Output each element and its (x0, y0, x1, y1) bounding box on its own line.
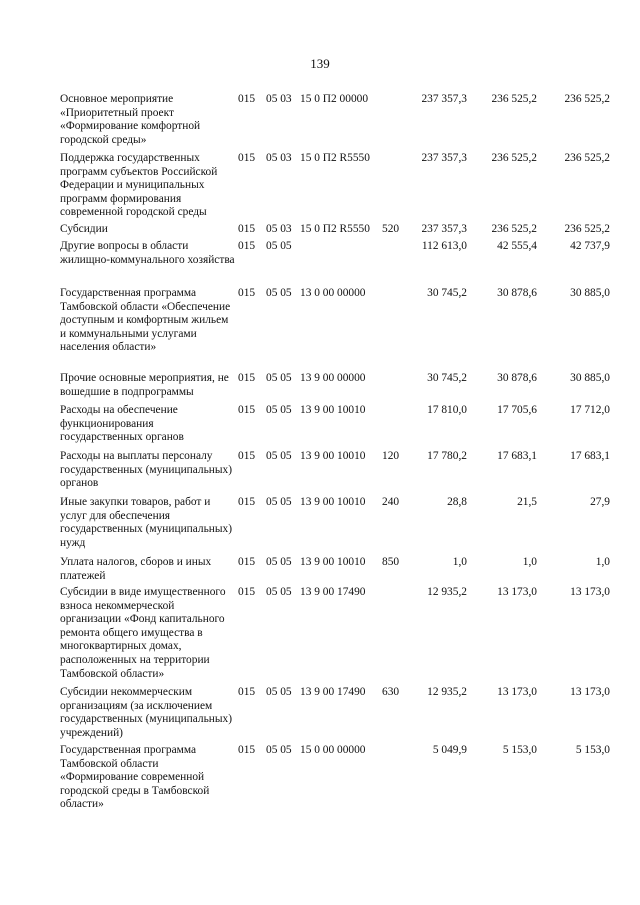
row-name: Другие вопросы в области жилищно-коммунального хозяйства (60, 240, 235, 266)
row-value-2: 5 153,0 (502, 744, 537, 756)
row-value-1: 12 935,2 (427, 586, 467, 598)
row-value-1: 112 613,0 (421, 240, 467, 252)
row-value-3: 13 173,0 (570, 586, 610, 598)
row-grbs: 015 (238, 744, 256, 756)
row-csr: 13 9 00 10010 (300, 450, 366, 462)
row-value-3: 17 712,0 (570, 404, 610, 416)
row-name: Прочие основные мероприятия, не вошедшие в подпрограммы (60, 372, 229, 398)
row-name: Поддержка государственных программ субъектов Российской Федерации и муниципальных программ формирования современной городской среды (60, 152, 218, 219)
row-csr: 15 0 П2 00000 (300, 93, 369, 105)
row-value-1: 237 357,3 (421, 223, 467, 235)
row-rzpr: 05 05 (266, 686, 292, 698)
row-name: Субсидии некоммерческим организациям (за исключением государственных (муниципальных) учреждений) (60, 686, 233, 739)
row-rzpr: 05 05 (266, 372, 292, 384)
row-name: Государственная программа Тамбовской области «Формирование современной городской среды в Тамбовской области» (60, 744, 210, 811)
row-vr: 520 (382, 223, 400, 235)
row-csr: 15 0 00 00000 (300, 744, 366, 756)
row-rzpr: 05 05 (266, 240, 292, 252)
row-grbs: 015 (238, 556, 256, 568)
row-value-3: 236 525,2 (564, 223, 610, 235)
row-value-2: 17 705,6 (497, 404, 537, 416)
row-grbs: 015 (238, 686, 256, 698)
row-csr: 13 9 00 10010 (300, 496, 366, 508)
row-name: Уплата налогов, сборов и иных платежей (60, 556, 212, 582)
row-rzpr: 05 05 (266, 496, 292, 508)
row-value-2: 236 525,2 (491, 93, 537, 105)
row-csr: 13 9 00 10010 (300, 404, 366, 416)
row-csr: 13 9 00 00000 (300, 372, 366, 384)
row-value-1: 17 780,2 (427, 450, 467, 462)
row-name: Расходы на обеспечение функционирования государственных органов (60, 404, 184, 444)
row-csr: 13 9 00 10010 (300, 556, 366, 568)
row-value-3: 17 683,1 (570, 450, 610, 462)
row-value-2: 13 173,0 (497, 686, 537, 698)
row-value-3: 42 737,9 (570, 240, 610, 252)
row-value-2: 13 173,0 (497, 586, 537, 598)
row-grbs: 015 (238, 450, 256, 462)
row-value-1: 30 745,2 (427, 287, 467, 299)
row-name: Расходы на выплаты персоналу государственных (муниципальных) органов (60, 450, 233, 490)
row-value-1: 237 357,3 (421, 93, 467, 105)
row-value-2: 21,5 (517, 496, 537, 508)
row-vr: 850 (382, 556, 400, 568)
row-vr: 120 (382, 450, 400, 462)
row-value-2: 236 525,2 (491, 223, 537, 235)
row-value-3: 30 885,0 (570, 372, 610, 384)
row-rzpr: 05 05 (266, 404, 292, 416)
row-value-1: 1,0 (452, 556, 467, 568)
row-value-2: 1,0 (522, 556, 537, 568)
row-rzpr: 05 03 (266, 152, 292, 164)
row-grbs: 015 (238, 372, 256, 384)
row-grbs: 015 (238, 223, 256, 235)
row-csr: 13 9 00 17490 (300, 586, 366, 598)
row-csr: 13 9 00 17490 (300, 686, 366, 698)
page-number: 139 (310, 56, 330, 71)
row-name: Субсидии в виде имущественного взноса некоммерческой организации «Фонд капитального ремонта общего имущества в многоквартирных домах, расположенных на территории Тамбовской области» (60, 586, 226, 680)
row-value-3: 13 173,0 (570, 686, 610, 698)
row-value-2: 30 878,6 (497, 287, 537, 299)
row-value-3: 5 153,0 (575, 744, 610, 756)
row-rzpr: 05 05 (266, 586, 292, 598)
row-grbs: 015 (238, 404, 256, 416)
row-grbs: 015 (238, 152, 256, 164)
row-rzpr: 05 05 (266, 450, 292, 462)
row-rzpr: 05 03 (266, 223, 292, 235)
row-grbs: 015 (238, 496, 256, 508)
row-vr: 630 (382, 686, 400, 698)
row-csr: 15 0 П2 R5550 (300, 223, 370, 235)
row-csr: 13 0 00 00000 (300, 287, 366, 299)
row-name: Государственная программа Тамбовской области «Обеспечение доступным и комфортным жильем и коммунальными услугами населения области» (60, 287, 231, 354)
row-name: Субсидии (60, 223, 108, 235)
row-name: Основное мероприятие «Приоритетный проект «Формирование комфортной городской среды» (60, 93, 201, 146)
row-name: Иные закупки товаров, работ и услуг для обеспечения государственных (муниципальных) нужд (60, 496, 233, 549)
row-value-1: 12 935,2 (427, 686, 467, 698)
row-rzpr: 05 05 (266, 556, 292, 568)
row-vr: 240 (382, 496, 400, 508)
row-grbs: 015 (238, 287, 256, 299)
row-value-2: 17 683,1 (497, 450, 537, 462)
row-rzpr: 05 05 (266, 287, 292, 299)
row-value-2: 42 555,4 (497, 240, 537, 252)
row-grbs: 015 (238, 586, 256, 598)
row-value-3: 30 885,0 (570, 287, 610, 299)
row-value-1: 17 810,0 (427, 404, 467, 416)
row-rzpr: 05 05 (266, 744, 292, 756)
row-value-3: 1,0 (595, 556, 610, 568)
row-csr: 15 0 П2 R5550 (300, 152, 370, 164)
row-grbs: 015 (238, 93, 256, 105)
row-value-1: 28,8 (447, 496, 467, 508)
row-value-2: 236 525,2 (491, 152, 537, 164)
row-value-3: 236 525,2 (564, 152, 610, 164)
row-value-2: 30 878,6 (497, 372, 537, 384)
row-value-3: 236 525,2 (564, 93, 610, 105)
row-value-1: 237 357,3 (421, 152, 467, 164)
row-value-1: 30 745,2 (427, 372, 467, 384)
row-rzpr: 05 03 (266, 93, 292, 105)
row-value-3: 27,9 (590, 496, 610, 508)
row-value-1: 5 049,9 (432, 744, 467, 756)
row-grbs: 015 (238, 240, 256, 252)
